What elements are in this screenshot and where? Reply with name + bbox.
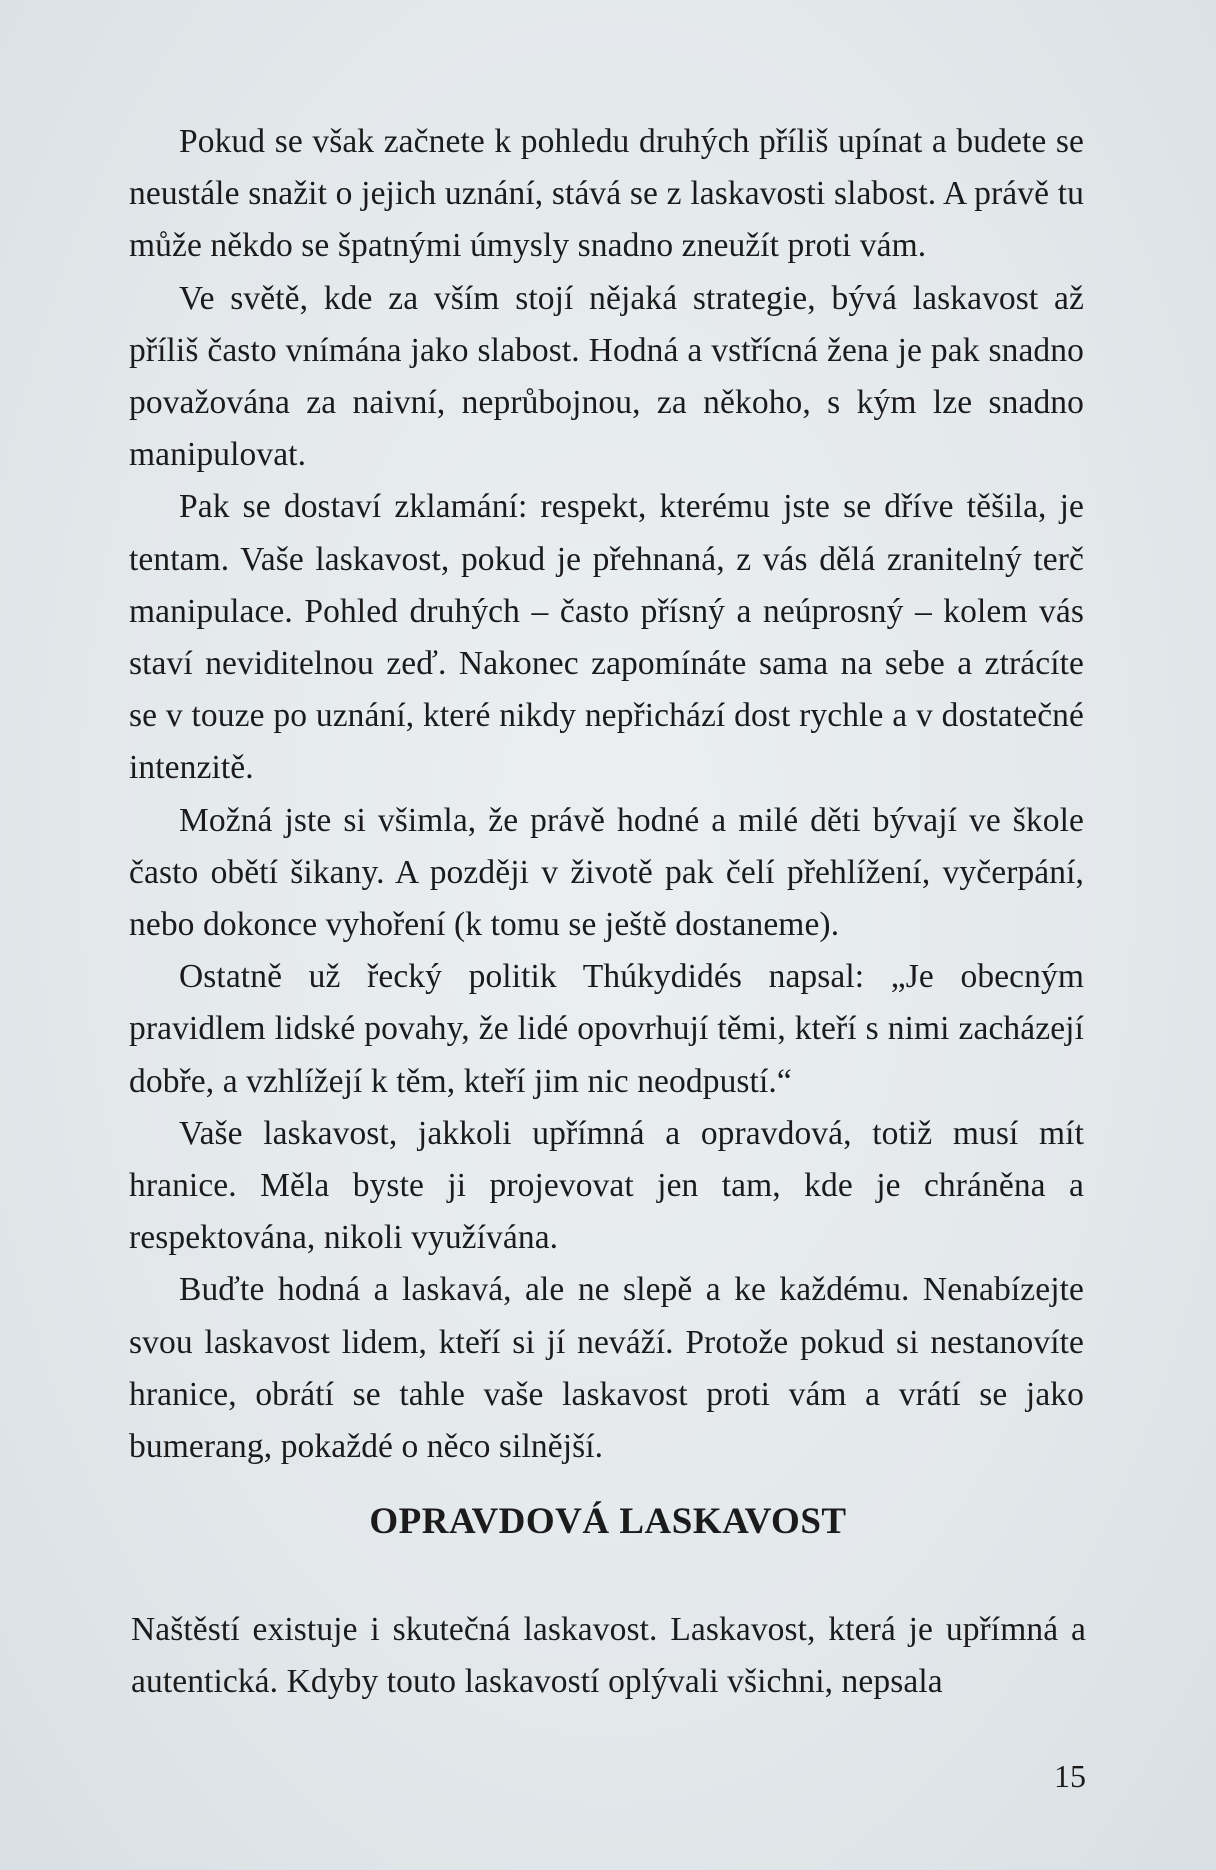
paragraph-7: Buďte hodná a laskavá, ale ne slepě a ke každému. Nenabízejte svou laskavost lidem, kteří si jí neváží. Protože pokud si nestanovíte hranice, obrátí se tahle vaše laskavost proti vám a vrátí se jako bumerang, pokaždé o něco silnější. (129, 1271, 1084, 1466)
paragraph-2: Ve světě, kde za vším stojí nějaká strategie, bývá laskavost až příliš často vnímána jako slabost. Hodná a vstřícná žena je pak snadno považována za naivní, neprůbojnou, za někoho, s kým lze snadno manipulovat. (129, 279, 1084, 474)
paragraph-4: Možná jste si všimla, že právě hodné a milé děti bývají ve škole často obětí šikany. A později v životě pak čelí přehlížení, vyčerpání, nebo dokonce vyhoření (k tomu se ještě dostaneme). (129, 801, 1084, 944)
section-body (131, 1604, 1086, 1708)
section-paragraph: Naštěstí existuje i skutečná laskavost. Laskavost, která je upřímná a autentická. Kdyby touto laskavostí oplývali všichni, nepsala (131, 1611, 1086, 1701)
page-number: 15 (1054, 1758, 1086, 1794)
paragraph-1: Pokud se však začnete k pohledu druhých příliš upínat a budete se neustále snažit o jejich uznání, stává se z laskavosti slabost. A právě tu může někdo se špatnými úmysly snadno zneužít proti vám. (129, 123, 1084, 265)
body-text (129, 116, 1084, 1473)
paragraph-3: Pak se dostaví zklamání: respekt, kterému jste se dříve těšila, je tentam. Vaše laskavost, pokud je přehnaná, z vás dělá zranitelný terč manipulace. Pohled druhých – často přísný a neúprosný – kolem vás staví neviditelnou zeď. Nakonec zapomínáte sama na sebe a ztrácíte se v touze po uznání, které nikdy nepřichází dost rychle a v dostatečné intenzitě. (129, 488, 1084, 787)
paragraph-6: Vaše laskavost, jakkoli upřímná a opravdová, totiž musí mít hranice. Měla byste ji projevovat jen tam, kde je chráněna a respektována, nikoli využívána. (129, 1114, 1084, 1257)
paragraph-5: Ostatně už řecký politik Thúkydidés napsal: „Je obecným pravidlem lidské povahy, že lidé opovrhují těmi, kteří s nimi zacházejí dobře, a vzhlížejí k těm, kteří jim nic neodpustí.“ (129, 958, 1084, 1100)
section-heading: OPRAVDOVÁ LASKAVOST (369, 1501, 847, 1542)
